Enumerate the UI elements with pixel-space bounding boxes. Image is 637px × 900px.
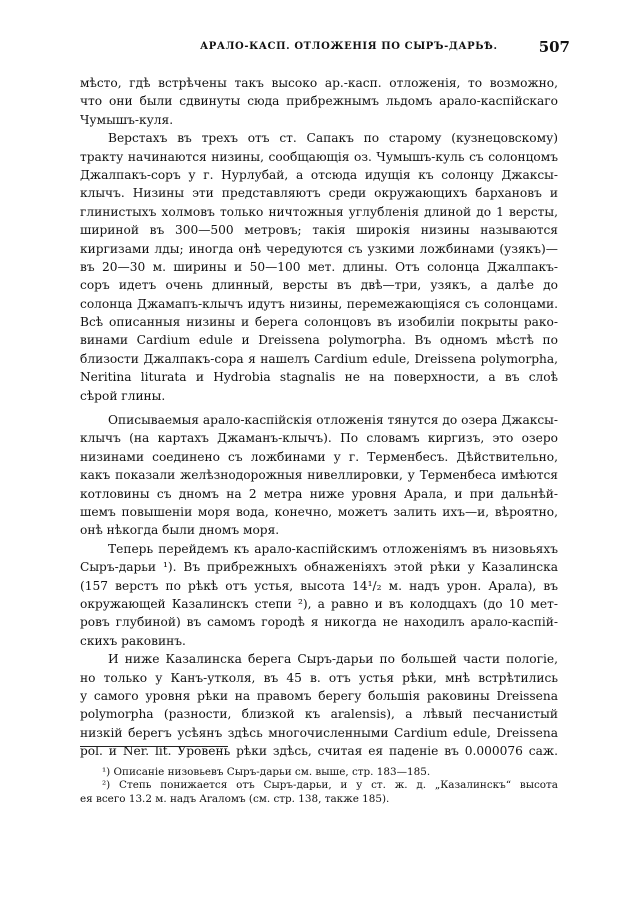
paragraph: [80, 540, 558, 650]
text-line: Neritina liturata и Hydrobia stagnalis не на поверхности, а въ слоѣ: [80, 370, 558, 385]
text-line: но только у Канъ-утколя, въ 45 в. отъ устья рѣки, мнѣ встрѣтились: [80, 670, 558, 685]
text-line: Джалпакъ-соръ у г. Нурлубай, а отсюда идущiя къ солонцу Джаксы-: [80, 167, 558, 182]
text-line: скихъ раковинъ.: [80, 633, 186, 648]
text-line: тракту начинаются низины, сообщающiя оз. Чумышъ-куль съ солонцомъ: [80, 149, 558, 164]
footnote-divider: [80, 746, 228, 747]
text-line: Сыръ-дарьи ¹). Въ прибрежныхъ обнаженiяхъ этой рѣки у Казалинска: [80, 560, 558, 575]
running-title: АРАЛО-КАСП. ОТЛОЖЕНIЯ ПО СЫРЪ-ДАРЬѢ.: [200, 41, 498, 52]
body-text: [80, 74, 558, 760]
text-line: клычъ (на картахъ Джаманъ-клычъ). По словамъ киргизъ, это озеро: [80, 431, 558, 446]
text-line: солонца Джамапъ-клычъ идутъ низины, перемежающiяся съ солонцами.: [80, 296, 558, 311]
page-number: 507: [538, 38, 570, 56]
text-line: какъ показали желѣзнодорожныя нивеллировки, у Терменбеса имѣются: [80, 468, 558, 483]
text-line: у самого уровня рѣки на правомъ берегу большiя раковины Dreissena: [80, 688, 558, 703]
text-line: котловины съ дномъ на 2 метра ниже уровня Арала, и при дальнѣй-: [80, 486, 558, 501]
paragraph: [80, 650, 558, 760]
text-line: pol. и Ner. lit. Уровень рѣки здѣсь, считая ея паденiе въ 0.000076 саж.: [80, 744, 558, 759]
text-line: близости Джалпакъ-сора я нашелъ Cardium edule, Dreissena polymorpha,: [80, 351, 558, 366]
text-line: шемъ повышенiи моря вода, конечно, можетъ залить ихъ—и, вѣроятно,: [80, 504, 558, 519]
text-line: глинистыхъ холмовъ только ничтожныя углубленiя длиной до 1 версты,: [80, 204, 558, 219]
text-line: окружающей Казалинскъ степи ²), а равно и въ колодцахъ (до 10 мет-: [80, 596, 558, 611]
text-line: клычъ. Низины эти представляютъ среди окружающихъ бархановъ и: [80, 186, 558, 201]
text-line: ровъ глубиной) въ самомъ городѣ я никогда не находилъ арало-каспiй-: [80, 615, 558, 630]
text-line: Верстахъ въ трехъ отъ ст. Сапакъ по старому (кузнецовскому): [108, 131, 558, 146]
text-line: соръ идетъ очень длинный, версты въ двѣ—три, узякъ, а далѣе до: [80, 278, 558, 293]
text-line: низинами соединено съ ложбинами у г. Терменбесъ. Дѣйствительно,: [80, 449, 558, 464]
footnote-line: ея всего 13.2 м. надъ Araломъ (см. стр. 138, также 185).: [80, 792, 390, 805]
paragraph: [80, 129, 558, 405]
text-line: Чумышъ-куля.: [80, 112, 174, 127]
text-line: И ниже Казалинска берега Сыръ-дарьи по большей части пологiе,: [108, 652, 558, 667]
footnote-line: ¹) Описанiе низовьевъ Сыръ-дарьи см. выше, стр. 183—185.: [102, 766, 431, 778]
paragraph: [80, 74, 558, 129]
text-line: (157 верстъ по рѣкѣ отъ устья, высота 14¹/₂ м. надъ урон. Арала), въ: [80, 578, 558, 593]
text-line: что они были сдвинуты сюда прибрежнымъ льдомъ арало-каспiйскаго: [80, 94, 558, 109]
footnote-line: ²) Степь понижается отъ Сыръ-дарьи, и у ст. ж. д. „Казалинскъ“ высота: [102, 779, 558, 792]
footnote: [80, 779, 558, 806]
paragraph: [80, 411, 558, 540]
text-line: киргизами лды; иногда онѣ чередуются съ узкими ложбинами (узякъ)—: [80, 241, 558, 256]
text-line: Описываемыя арало-каспiйскiя отложенiя тянутся до озера Джаксы-: [108, 413, 558, 428]
footnotes: [80, 766, 558, 806]
text-line: низкiй берегъ усѣянъ здѣсь многочисленными Cardium edule, Dreissena: [80, 725, 558, 740]
footnote: [80, 766, 558, 779]
text-line: въ 20—30 м. ширины и 50—100 мет. длины. Отъ солонца Джалпакъ-: [80, 259, 558, 274]
text-line: polymorpha (разности, близкой къ aralensis), а лѣвый песчанистый: [80, 707, 558, 722]
running-header: [80, 38, 570, 58]
text-line: онѣ нѣкогда были дномъ моря.: [80, 523, 280, 538]
text-line: мѣсто, гдѣ встрѣчены такъ высоко ар.-касп. отложенiя, то возможно,: [80, 76, 558, 90]
text-line: шириной въ 300—500 метровъ; такiя широкiя низины называются: [80, 223, 558, 238]
text-line: сѣрой глины.: [80, 388, 166, 403]
text-line: Всѣ описанныя низины и берега солонцовъ въ изобилiи покрыты рако-: [80, 315, 558, 330]
text-line: винами Cardium edule и Dreissena polymorpha. Въ одномъ мѣстѣ по: [80, 333, 558, 348]
text-line: Теперь перейдемъ къ арало-каспiйскимъ отложенiямъ въ низовьяхъ: [108, 541, 558, 556]
